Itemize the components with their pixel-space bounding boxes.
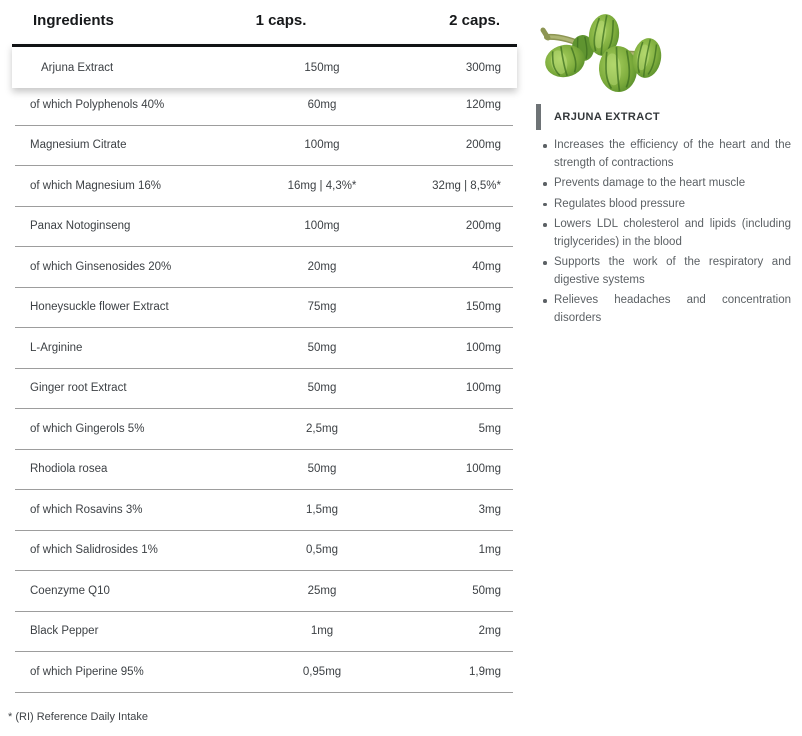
table-row bbox=[15, 612, 513, 653]
dose-1caps: 50mg bbox=[307, 341, 337, 354]
ingredient-name: Coenzyme Q10 bbox=[30, 584, 110, 597]
dose-1caps: 0,95mg bbox=[302, 665, 342, 678]
table-row bbox=[15, 450, 513, 491]
ingredient-name: of which Polyphenols 40% bbox=[30, 98, 165, 111]
sidebar-heading-title: ARJUNA EXTRACT bbox=[554, 111, 661, 123]
column-header-ingredients: Ingredients bbox=[33, 12, 114, 29]
dose-2caps: 1mg bbox=[478, 544, 501, 557]
benefit-item: Supports the work of the respiratory and digestive systems bbox=[538, 254, 791, 289]
ingredient-name: of which Rosavins 3% bbox=[30, 503, 143, 516]
dose-1caps: 100mg bbox=[304, 139, 340, 152]
table-row bbox=[15, 652, 513, 693]
dose-2caps: 200mg bbox=[465, 220, 501, 233]
table-header-row bbox=[15, 10, 513, 36]
dose-2caps: 100mg bbox=[465, 463, 501, 476]
ingredients-table-body bbox=[15, 85, 513, 693]
table-row bbox=[15, 126, 513, 167]
table-row bbox=[15, 369, 513, 410]
dose-2caps: 50mg bbox=[472, 584, 501, 597]
ingredient-name: of which Piperine 95% bbox=[30, 665, 144, 678]
ingredient-name: of which Salidrosides 1% bbox=[30, 544, 158, 557]
dose-2caps: 2mg bbox=[478, 625, 501, 638]
column-header-1caps: 1 caps. bbox=[255, 12, 307, 29]
dose-2caps: 100mg bbox=[465, 382, 501, 395]
table-row bbox=[15, 288, 513, 329]
table-row bbox=[15, 328, 513, 369]
ingredient-name: Black Pepper bbox=[30, 625, 99, 638]
highlighted-row-arjuna-extract bbox=[12, 44, 517, 88]
dose-2caps: 150mg bbox=[465, 301, 501, 314]
ingredient-name: Honeysuckle flower Extract bbox=[30, 301, 169, 314]
heading-accent-bar bbox=[536, 104, 541, 130]
dose-2caps: 40mg bbox=[472, 260, 501, 273]
table-row bbox=[15, 531, 513, 572]
benefit-item: Lowers LDL cholesterol and lipids (including triglycerides) in the blood bbox=[538, 216, 791, 251]
table-row bbox=[15, 409, 513, 450]
dose-1caps: 100mg bbox=[304, 220, 340, 233]
dose-1caps: 50mg bbox=[307, 382, 337, 395]
benefit-item: Relieves headaches and concentration disorders bbox=[538, 292, 791, 327]
benefit-item: Prevents damage to the heart muscle bbox=[538, 175, 791, 193]
dose-1caps: 16mg | 4,3%* bbox=[287, 179, 357, 192]
dose-1caps: 2,5mg bbox=[306, 422, 338, 435]
table-row bbox=[15, 571, 513, 612]
ingredient-name: of which Ginsenosides 20% bbox=[30, 260, 172, 273]
reference-daily-intake-footnote: * (RI) Reference Daily Intake bbox=[8, 711, 148, 723]
dose-1caps: 60mg bbox=[307, 98, 337, 111]
ingredient-name: L-Arginine bbox=[30, 341, 83, 354]
dose-1caps: 1,5mg bbox=[306, 503, 338, 516]
ingredient-name: of which Magnesium 16% bbox=[30, 179, 162, 192]
dose-2caps: 100mg bbox=[465, 341, 501, 354]
dose-2caps: 1,9mg bbox=[469, 665, 501, 678]
dose-1caps: 50mg bbox=[307, 463, 337, 476]
ingredient-name: Ginger root Extract bbox=[30, 382, 127, 395]
ingredient-name: Arjuna Extract bbox=[41, 61, 114, 74]
table-row bbox=[15, 247, 513, 288]
dose-1caps: 150mg bbox=[304, 61, 340, 74]
dose-2caps: 32mg | 8,5%* bbox=[432, 179, 501, 192]
ingredient-name: of which Gingerols 5% bbox=[30, 422, 145, 435]
table-row bbox=[15, 207, 513, 248]
table-row bbox=[15, 166, 513, 207]
dose-2caps: 120mg bbox=[465, 98, 501, 111]
benefit-item: Increases the efficiency of the heart and the strength of contractions bbox=[538, 137, 791, 172]
ingredient-name: Magnesium Citrate bbox=[30, 139, 127, 152]
table-row bbox=[15, 490, 513, 531]
sidebar-heading bbox=[536, 104, 660, 130]
dose-1caps: 75mg bbox=[307, 301, 337, 314]
dose-1caps: 20mg bbox=[307, 260, 337, 273]
dose-2caps: 200mg bbox=[465, 139, 501, 152]
table-row bbox=[15, 85, 513, 126]
dose-1caps: 0,5mg bbox=[306, 544, 338, 557]
dose-2caps: 3mg bbox=[478, 503, 501, 516]
dose-2caps: 300mg bbox=[465, 61, 501, 74]
benefit-item: Regulates blood pressure bbox=[538, 196, 791, 214]
ingredient-name: Panax Notoginseng bbox=[30, 220, 131, 233]
arjuna-leaves-image bbox=[538, 6, 670, 98]
column-header-2caps: 2 caps. bbox=[449, 12, 500, 29]
dose-1caps: 25mg bbox=[307, 584, 337, 597]
ingredient-name: Rhodiola rosea bbox=[30, 463, 108, 476]
dose-2caps: 5mg bbox=[478, 422, 501, 435]
benefits-list bbox=[538, 137, 791, 330]
dose-1caps: 1mg bbox=[310, 625, 334, 638]
